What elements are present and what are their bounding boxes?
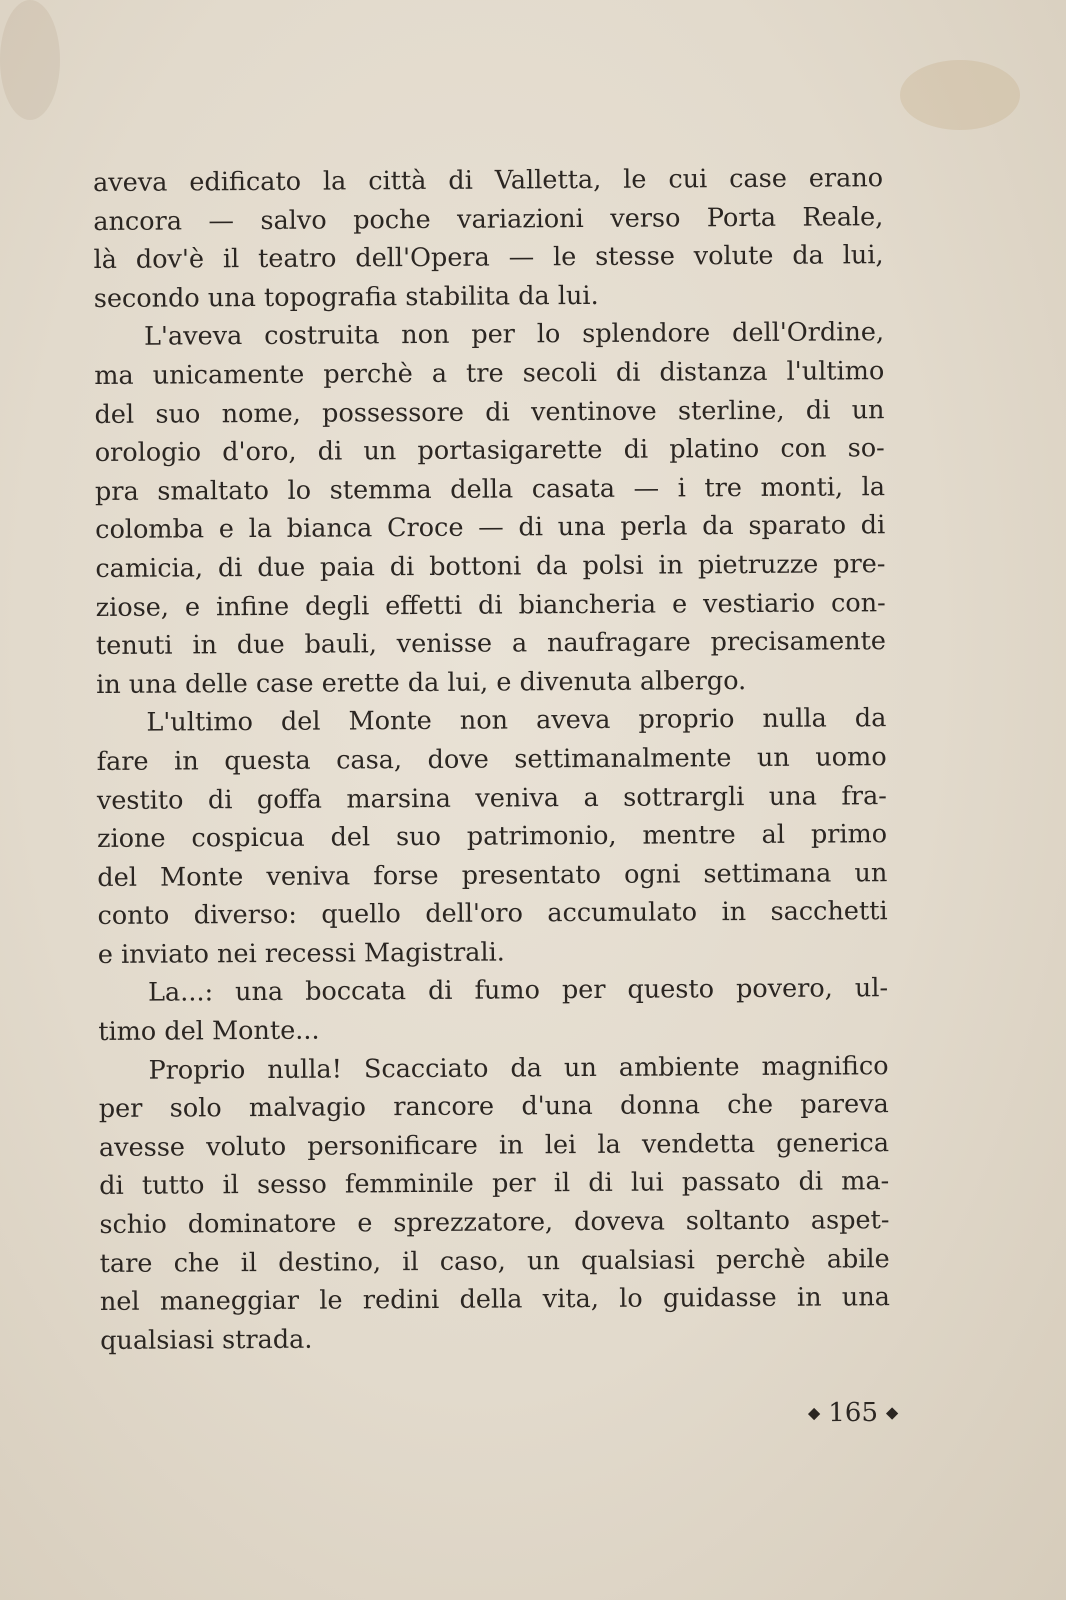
diamond-ornament-icon: ◆ xyxy=(885,1402,899,1422)
text-line: nel maneggiar le redini della vita, lo guidasse in una xyxy=(99,1282,891,1318)
text-line: ziose, e infine degli effetti di biancheria e vestiario con- xyxy=(95,587,886,623)
text-line: conto diverso: quello dell'oro accumulato in sacchetti xyxy=(97,896,888,932)
page-number-footer xyxy=(800,1398,906,1429)
text-line: fare in questa casa, dove settimanalmente un uomo xyxy=(96,742,887,777)
text-line: zione cospicua del suo patrimonio, mentre al primo xyxy=(97,819,888,855)
text-line: colomba e la bianca Croce — di una perla da sparato di xyxy=(95,510,886,546)
text-line: in una delle case erette da lui, e divenuta albergo. xyxy=(96,665,747,700)
text-line: tare che il destino, il caso, un qualsiasi perchè abile xyxy=(99,1243,890,1279)
text-line: del suo nome, possessore di ventinove sterline, di un xyxy=(94,394,885,430)
page-number: 165 xyxy=(828,1397,879,1429)
text-line: pra smaltato lo stemma della casata — i tre monti, la xyxy=(94,471,886,507)
paragraph-start-line: L'aveva costruita non per lo splendore dell'Ordine, xyxy=(143,317,885,353)
text-line: di tutto il sesso femminile per il di lui passato di ma- xyxy=(99,1166,890,1202)
body-text xyxy=(93,159,890,1360)
text-line: aveva edificato la città di Valletta, le cui case erano xyxy=(93,163,884,198)
text-line: là dov'è il teatro dell'Opera — le stesse volute da lui, xyxy=(93,240,884,276)
text-line: tenuti in due bauli, venisse a naufragare precisamente xyxy=(95,626,887,662)
text-line: e inviato nei recessi Magistrali. xyxy=(97,937,505,970)
diamond-ornament-icon: ◆ xyxy=(807,1403,821,1423)
text-line: timo del Monte... xyxy=(98,1015,320,1048)
text-line: vestito di goffa marsina veniva a sottrargli una fra- xyxy=(96,780,887,816)
text-line: orologio d'oro, di un portasigarette di platino con so- xyxy=(94,433,885,469)
paragraph-start-line: L'ultimo del Monte non aveva proprio nulla da xyxy=(146,703,887,738)
text-line: ma unicamente perchè a tre secoli di distanza l'ultimo xyxy=(94,356,885,391)
text-line: qualsiasi strada. xyxy=(100,1324,313,1356)
text-line: secondo una topografia stabilita da lui. xyxy=(93,280,599,314)
paper-stain xyxy=(900,60,1020,130)
text-line: del Monte veniva forse presentato ogni settimana un xyxy=(97,857,888,893)
text-line: camicia, di due paia di bottoni da polsi in pietruzze pre- xyxy=(95,549,886,584)
paragraph-start-line: Proprio nulla! Scacciato da un ambiente magnifico xyxy=(148,1050,889,1086)
text-line: ancora — salvo poche variazioni verso Porta Reale, xyxy=(93,201,884,237)
text-line: avesse voluto personificare in lei la vendetta generica xyxy=(98,1127,890,1163)
text-line: schio dominatore e sprezzatore, doveva soltanto aspet- xyxy=(99,1205,890,1241)
paragraph-start-line: La...: una boccata di fumo per questo povero, ul- xyxy=(147,973,889,1009)
text-line: per solo malvagio rancore d'una donna che pareva xyxy=(98,1089,889,1125)
paper-stain xyxy=(0,0,60,120)
